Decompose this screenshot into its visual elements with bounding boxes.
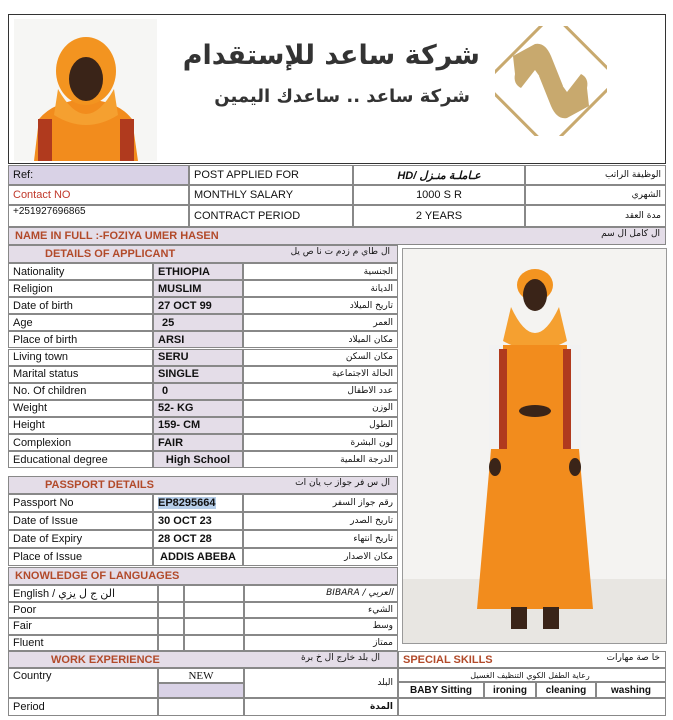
language-box	[184, 618, 244, 635]
details-section-title: DETAILS OF APPLICANT	[8, 245, 398, 263]
work-section-title: WORK EXPERIENCE	[8, 651, 398, 668]
skills-section-title-ar: خا صة مهارات	[606, 653, 660, 663]
details-label: Weight	[8, 400, 153, 417]
passport-label: Date of Expiry	[8, 530, 153, 548]
passport-label: Place of Issue	[8, 548, 153, 566]
language-label: Fluent	[8, 635, 158, 652]
details-arabic: مكان الميلاد	[243, 331, 398, 348]
work-country-label: Country	[8, 668, 158, 698]
applicant-photo-full	[402, 248, 667, 644]
work-country-value: NEW	[158, 668, 244, 683]
applicant-photo-small	[14, 19, 157, 161]
details-section-title-ar: ال طاي م زدم ت نا ص يل	[290, 247, 390, 257]
passport-label: Passport No	[8, 494, 153, 512]
details-label: Nationality	[8, 263, 153, 280]
passport-value	[153, 530, 243, 548]
work-section-title-ar: ال بلد خارج ال خ برة	[300, 653, 380, 663]
language-arabic: الشيء	[244, 602, 398, 619]
details-arabic: مكان السكن	[243, 349, 398, 366]
details-label: Age	[8, 314, 153, 331]
details-label: Religion	[8, 280, 153, 297]
passport-arabic: رقم جواز السفر	[243, 494, 398, 512]
work-country-blank	[158, 683, 244, 698]
language-box	[158, 618, 184, 635]
company-tagline-arabic: شركة ساعد .. ساعدك اليمين	[214, 86, 470, 107]
language-box	[184, 602, 244, 619]
details-value: SINGLE	[153, 366, 243, 383]
work-period-ar: المدة	[244, 698, 398, 716]
details-arabic: الدرجة العلمية	[243, 451, 398, 468]
details-value: SERU	[153, 349, 243, 366]
language-arabic: وسط	[244, 618, 398, 635]
contact-label: Contact NO	[8, 185, 189, 205]
work-country-ar: البلد	[244, 668, 398, 698]
skill-item: BABY Sitting	[398, 682, 484, 698]
details-value: 159- CM	[153, 417, 243, 434]
name-in-full-ar: ال كامل ال سم	[601, 229, 660, 239]
details-value: ETHIOPIA	[153, 263, 243, 280]
details-value: 0	[153, 383, 243, 400]
contract-value: 2 YEARS	[353, 205, 525, 227]
language-box	[158, 635, 184, 652]
passport-value-text: EP8295664	[158, 497, 216, 509]
passport-value-text: 28 OCT 28	[158, 533, 212, 545]
details-arabic: الجنسية	[243, 263, 398, 280]
skill-item: washing	[596, 682, 666, 698]
details-label: Living town	[8, 349, 153, 366]
details-arabic: عدد الاطفال	[243, 383, 398, 400]
skill-item: cleaning	[536, 682, 596, 698]
language-box	[158, 585, 184, 602]
details-arabic: تاريخ الميلاد	[243, 297, 398, 314]
skills-blank-row	[398, 698, 666, 716]
details-value: 52- KG	[153, 400, 243, 417]
ref-label: Ref:	[8, 165, 189, 185]
details-arabic: العمر	[243, 314, 398, 331]
details-label: Marital status	[8, 366, 153, 383]
languages-section-title: KNOWLEDGE OF LANGUAGES	[8, 567, 398, 585]
details-value: 27 OCT 99	[153, 297, 243, 314]
passport-arabic: تاريخ الصدر	[243, 512, 398, 530]
language-label: Poor	[8, 602, 158, 619]
language-box	[184, 585, 244, 602]
passport-arabic: مكان الاصدار	[243, 548, 398, 566]
language-box	[158, 602, 184, 619]
details-label: No. Of children	[8, 383, 153, 400]
phone-number: +251927696865	[8, 205, 189, 227]
company-name-arabic: شركة ساعد للإستقدام	[182, 40, 480, 71]
post-applied-label: POST APPLIED FOR	[189, 165, 353, 185]
language-arabic: العربي / BIBARA	[244, 585, 398, 602]
details-label: Place of birth	[8, 331, 153, 348]
details-arabic: الطول	[243, 417, 398, 434]
work-period-value	[158, 698, 244, 716]
skills-ar-row: رعاية الطفل الكوي التنظيف الغسيل	[398, 668, 666, 682]
language-label: English / الن ج ل يزي	[8, 585, 158, 602]
details-value: 25	[153, 314, 243, 331]
work-period-label: Period	[8, 698, 158, 716]
details-value: FAIR	[153, 434, 243, 451]
contract-label: CONTRACT PERIOD	[189, 205, 353, 227]
details-label: Height	[8, 417, 153, 434]
passport-arabic: تاريخ انتهاء	[243, 530, 398, 548]
passport-value	[153, 494, 243, 512]
company-logo	[495, 26, 607, 136]
details-arabic: الوزن	[243, 400, 398, 417]
language-box	[184, 635, 244, 652]
details-label: Date of birth	[8, 297, 153, 314]
details-value: MUSLIM	[153, 280, 243, 297]
skills-section-title: SPECIAL SKILLS	[398, 651, 666, 668]
details-arabic: الديانة	[243, 280, 398, 297]
details-label: Educational degree	[8, 451, 153, 468]
salary-ar: الشهري	[525, 185, 666, 205]
name-in-full: NAME IN FULL :-FOZIYA UMER HASEN	[8, 227, 666, 245]
language-label: Fair	[8, 618, 158, 635]
details-arabic: الحالة الاجتماعية	[243, 366, 398, 383]
details-value: High School	[153, 451, 243, 468]
details-arabic: لون البشرة	[243, 434, 398, 451]
passport-value-text: 30 OCT 23	[158, 515, 212, 527]
language-arabic: ممتاز	[244, 635, 398, 652]
skill-item: ironing	[484, 682, 536, 698]
post-applied-ar: الوظيفة الراتب	[525, 165, 666, 185]
details-value: ARSI	[153, 331, 243, 348]
passport-value	[153, 512, 243, 530]
post-applied-value: HD/ عـاملـة منـزل	[353, 165, 525, 185]
passport-value	[153, 548, 243, 566]
passport-label: Date of Issue	[8, 512, 153, 530]
passport-section-title-ar: ال س فر جواز ب يان ات	[295, 478, 390, 488]
passport-value-text: ADDIS ABEBA	[160, 551, 236, 563]
passport-section-title: PASSPORT DETAILS	[8, 476, 398, 494]
salary-value: 1000 S R	[353, 185, 525, 205]
salary-label: MONTHLY SALARY	[189, 185, 353, 205]
details-label: Complexion	[8, 434, 153, 451]
contract-ar: مدة العقد	[525, 205, 666, 227]
